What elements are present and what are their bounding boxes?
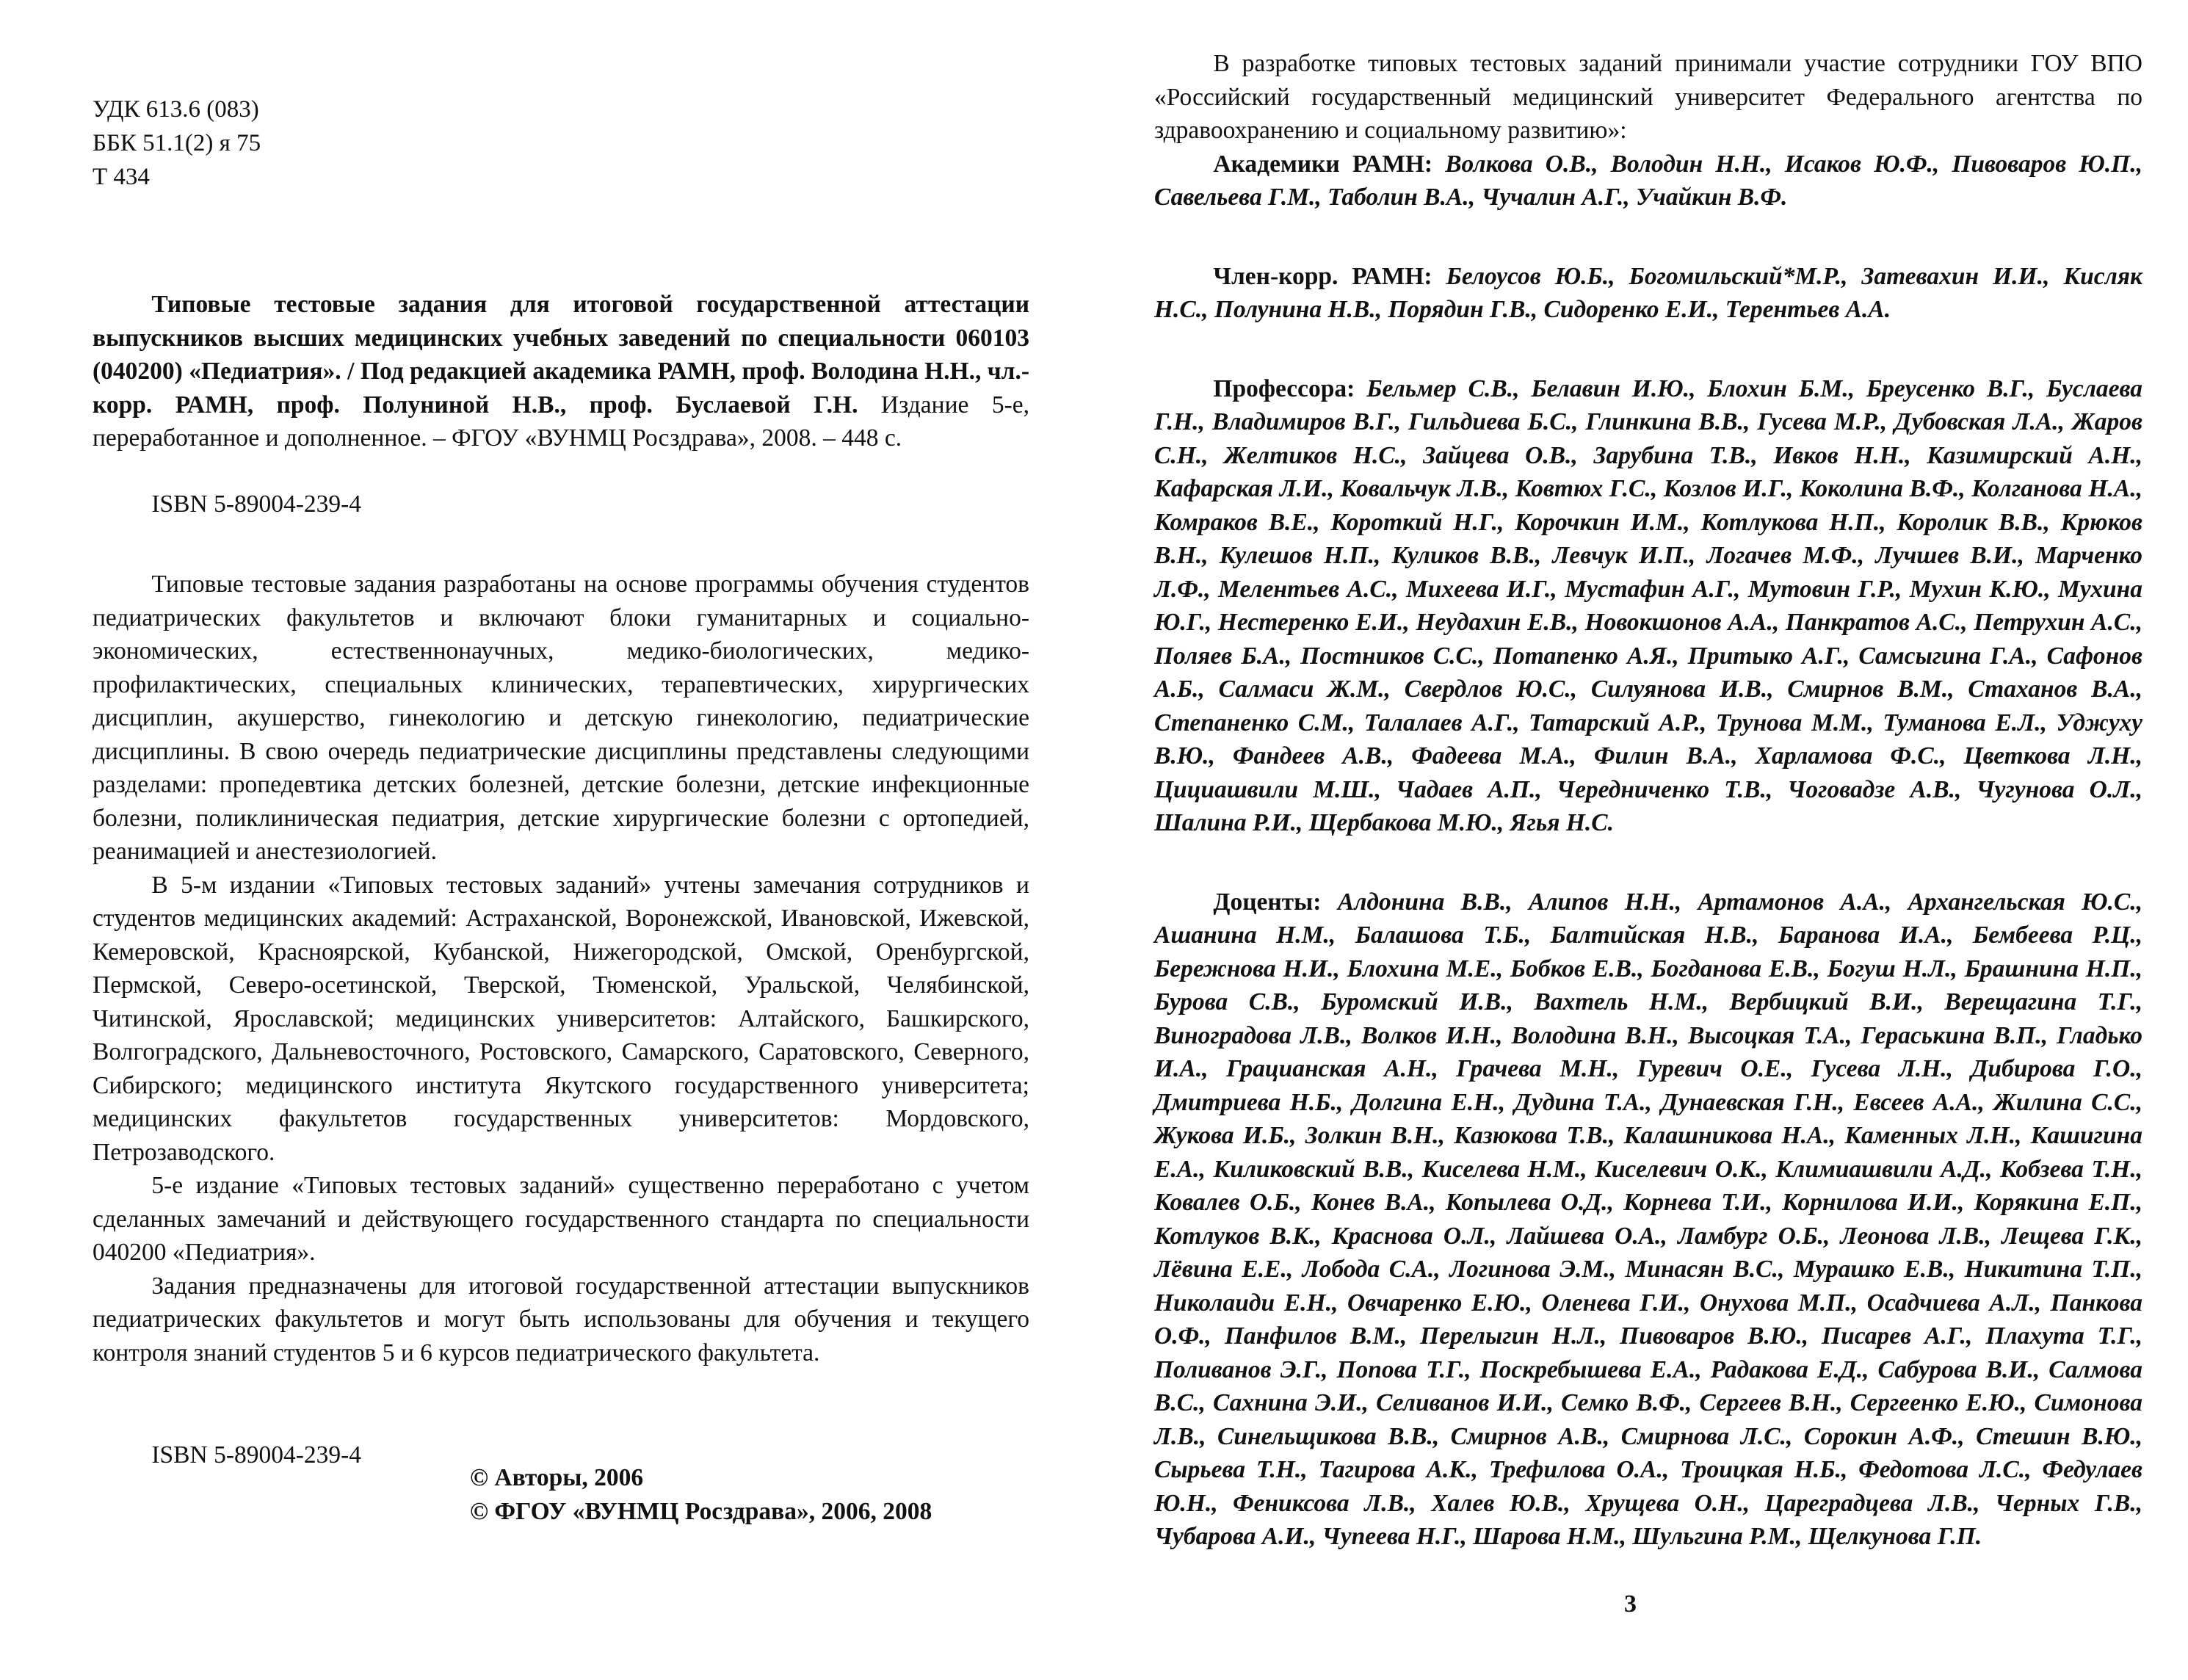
- right-page: [1094, 0, 2188, 1680]
- bibliographic-description: [93, 288, 1029, 455]
- group-names: Белоусов Ю.Б., Богомильский*М.Р., Затевахин И.И., Кисляк Н.С., Полунина Н.В., Порядин Г.В., Сидоренко Е.И., Терентьев А.А.: [1154, 262, 2142, 323]
- group-corresponding-members: [1154, 260, 2142, 327]
- annotation-paragraph: В 5-м издании «Типовых тестовых заданий» учтены замечания сотрудников и студентов медицинских академий: Астраханской, Воронежской, Ивановской, Ижевской, Кемеровской, Красноярской, Кубанской, Нижегородской, Омской, Оренбургской, Пермской, Северо-осетинской, Тверской, Тюменской, Уральской, Челябинской, Читинской, Ярославской; медицинских университетов: Алтайского, Башкирского, Волгоградского, Дальневосточного, Ростовского, Самарского, Саратовского, Северного, Сибирского; медицинского института Якутского государственного университета; медицинских факультетов государственных университетов: Мордовского, Петрозаводского.: [93, 871, 1029, 1166]
- annotation: [93, 568, 1029, 1369]
- udk-code: УДК 613.6 (083): [93, 96, 259, 123]
- annotation-paragraph: Задания предназначены для итоговой государственной аттестации выпускников педиатрических факультетов и могут быть использованы для обучения и текущего контроля знаний студентов 5 и 6 курсов педиатрического факультета.: [93, 1272, 1029, 1366]
- group-label: Доценты:: [1213, 888, 1322, 916]
- copyright-block: [470, 1461, 932, 1528]
- group-names: Волкова О.В., Володин Н.Н., Исаков Ю.Ф., Пивоваров Ю.П., Савельева Г.М., Таболин В.А., Чучалин А.Г., Учайкин В.Ф.: [1154, 150, 2142, 211]
- group-label: Академики РАМН:: [1213, 150, 1433, 178]
- bibliographic-edition: Издание 5-е, переработанное и дополненное. – ФГОУ «ВУНМЦ Росздрава», 2008. – 448 с.: [93, 391, 1029, 452]
- copyright-authors: © Авторы, 2006: [470, 1464, 644, 1491]
- group-professors: [1154, 372, 2142, 840]
- group-academicians: [1154, 148, 2142, 214]
- isbn-bottom: ISBN 5-89004-239-4: [151, 1441, 362, 1469]
- classification-block: [93, 93, 1029, 194]
- contributors-list: [1154, 148, 2142, 1554]
- contributors-intro: В разработке типовых тестовых заданий принимали участие сотрудники ГОУ ВПО «Российский государственный медицинский университет Федерального агентства по здравоохранению и социальному развитию»:: [1154, 50, 2142, 144]
- group-names: Алдонина В.В., Алипов Н.Н., Артамонов А.А., Архангельская Ю.С., Ашанина Н.М., Балашова Т.Б., Балтийская Н.В., Баранова И.А., Бембеева Р.Ц., Бережнова Н.И., Блохина М.Е., Бобков Е.В., Богданова Е.В., Богуш Н.Л., Брашнина Н.П., Бурова С.В., Буромский И.В., Вахтель Н.М., Вербицкий В.И., Верещагина Т.Г., Виноградова Л.В., Волков И.Н., Володина В.Н., Высоцкая Т.А., Гераськина В.П., Гладько И.А., Грацианская А.Н., Грачева М.Н., Гуревич О.Е., Гусева Л.Н., Дибирова Г.О., Дмитриева Н.Б., Долгина Е.Н., Дудина Т.А., Дунаевская Г.Н., Евсеев А.А., Жилина С.С., Жукова И.Б., Золкин В.Н., Казюкова Т.В., Калашникова Н.А., Каменных Л.Н., Кашигина Е.А., Киликовский В.В., Киселева Н.М., Киселевич О.К., Климиашвили А.Д., Кобзева Т.Н., Ковалев О.Б., Конев В.А., Копылева О.Д., Корнева Т.И., Корнилова И.И., Корякина Е.П., Котлуков В.К., Краснова О.Л., Лайшева О.А., Ламбург О.Б., Леонова Л.В., Лещева Г.К., Лёвина Е.Е., Лобода С.А., Логинова Э.М., Минасян В.С., Мурашко Е.В., Никитина Т.П., Николаиди Е.Н., Овчаренко Е.Ю., Оленева Г.И., Онухова М.П., Осадчиева А.Л., Панкова О.Ф., Панфилов В.М., Перелыгин Н.Л., Пивоваров В.Ю., Писарев А.Г., Плахута Т.Г., Поливанов Э.Г., Попова Т.Г., Поскребышева Е.А., Радакова Е.Д., Сабурова В.И., Салмова В.С., Сахнина Э.И., Селиванов И.И., Семко В.Ф., Сергеев В.Н., Сергеенко Е.Ю., Симонова Л.В., Синельщикова В.В., Смирнов А.В., Смирнова Л.С., Сорокин А.Ф., Стешин В.Ю., Сырьева Т.Н., Тагирова А.К., Трефилова О.А., Троицкая Н.Б., Федотова Л.С., Федулаев Ю.Н., Фениксова Л.В., Халев Ю.В., Хрущева О.Н., Цареградцева Л.В., Черных Г.В., Чубарова А.И., Чупеева Н.Г., Шарова Н.М., Шульгина Р.М., Щелкунова Г.П.: [1154, 888, 2142, 1550]
- annotation-paragraph: Типовые тестовые задания разработаны на основе программы обучения студентов педиатрических факультетов и включают блоки гуманитарных и социально-экономических, естественнонаучных, медико-биологических, медико-профилактических, специальных клинических, терапевтических, хирургических дисциплин, акушерство, гинекологию и детскую гинекологию, педиатрические дисциплины. В свою очередь педиатрические дисциплины представлены следующими разделами: пропедевтика детских болезней, детские болезни, детские инфекционные болезни, поликлиническая педиатрия, детские хирургические болезни с ортопедией, реанимацией и анестезиологией.: [93, 571, 1029, 865]
- bbk-code: ББК 51.1(2) я 75: [93, 130, 261, 156]
- copyright-publisher: © ФГОУ «ВУНМЦ Росздрава», 2006, 2008: [470, 1497, 932, 1525]
- isbn-top: ISBN 5-89004-239-4: [151, 490, 362, 518]
- group-label: Член-корр. РАМН:: [1213, 262, 1432, 290]
- group-associate-professors: [1154, 886, 2142, 1554]
- author-mark: Т 434: [93, 164, 150, 190]
- annotation-paragraph: 5-е издание «Типовых тестовых заданий» существенно переработано с учетом сделанных замечаний и действующего государственного стандарта по специальности 040200 «Педиатрия».: [93, 1172, 1029, 1266]
- group-names: Бельмер С.В., Белавин И.Ю., Блохин Б.М., Бреусенко В.Г., Буслаева Г.Н., Владимиров В.Г., Гильдиева Б.С., Глинкина В.В., Гусева М.Р., Дубовская Л.А., Жаров С.Н., Желтиков Н.С., Зайцева О.В., Зарубина Т.В., Ивков Н.Н., Казимирский А.Н., Кафарская Л.И., Ковальчук Л.В., Ковтюх Г.С., Козлов И.Г., Коколина В.Ф., Колганова Н.А., Комраков В.Е., Короткий Н.Г., Корочкин И.М., Котлукова Н.П., Королик В.В., Крюков В.Н., Кулешов Н.П., Куликов В.В., Левчук И.П., Логачев М.Ф., Лучшев В.И., Марченко Л.Ф., Мелентьев А.С., Михеева И.Г., Мустафин А.Г., Мутовин Г.Р., Мухин К.Ю., Мухина Ю.Г., Нестеренко Е.И., Неудахин Е.В., Новокшонов А.А., Панкратов А.С., Петрухин А.С., Поляев Б.А., Постников С.С., Потапенко А.Я., Притыко А.Г., Самсыгина Г.А., Сафонов А.Б., Салмаси Ж.М., Свердлов Ю.С., Силуянова И.В., Смирнов В.М., Стаханов В.А., Степаненко С.М., Талалаев А.Г., Татарский А.Р., Трунова М.М., Туманова Е.Л., Уджуху В.Ю., Фандеев А.В., Фадеева М.А., Филин В.А., Харламова Ф.С., Цветкова Л.Н., Цициашвили М.Ш., Чадаев А.П., Чередниченко Т.В., Чоговадзе А.В., Чугунова О.Л., Шалина Р.И., Щербакова М.Ю., Ягья Н.С.: [1154, 374, 2142, 836]
- group-label: Профессора:: [1213, 374, 1355, 402]
- page-number: 3: [1624, 1590, 1637, 1618]
- bibliographic-title: Типовые тестовые задания для итоговой государственной аттестации выпускников высших медицинских учебных заведений по специальности 060103 (040200) «Педиатрия». / Под редакцией академика РАМН, проф. Володина Н.Н., чл.-корр. РАМН, проф. Полуниной Н.В., проф. Буслаевой Г.Н.: [93, 291, 1029, 419]
